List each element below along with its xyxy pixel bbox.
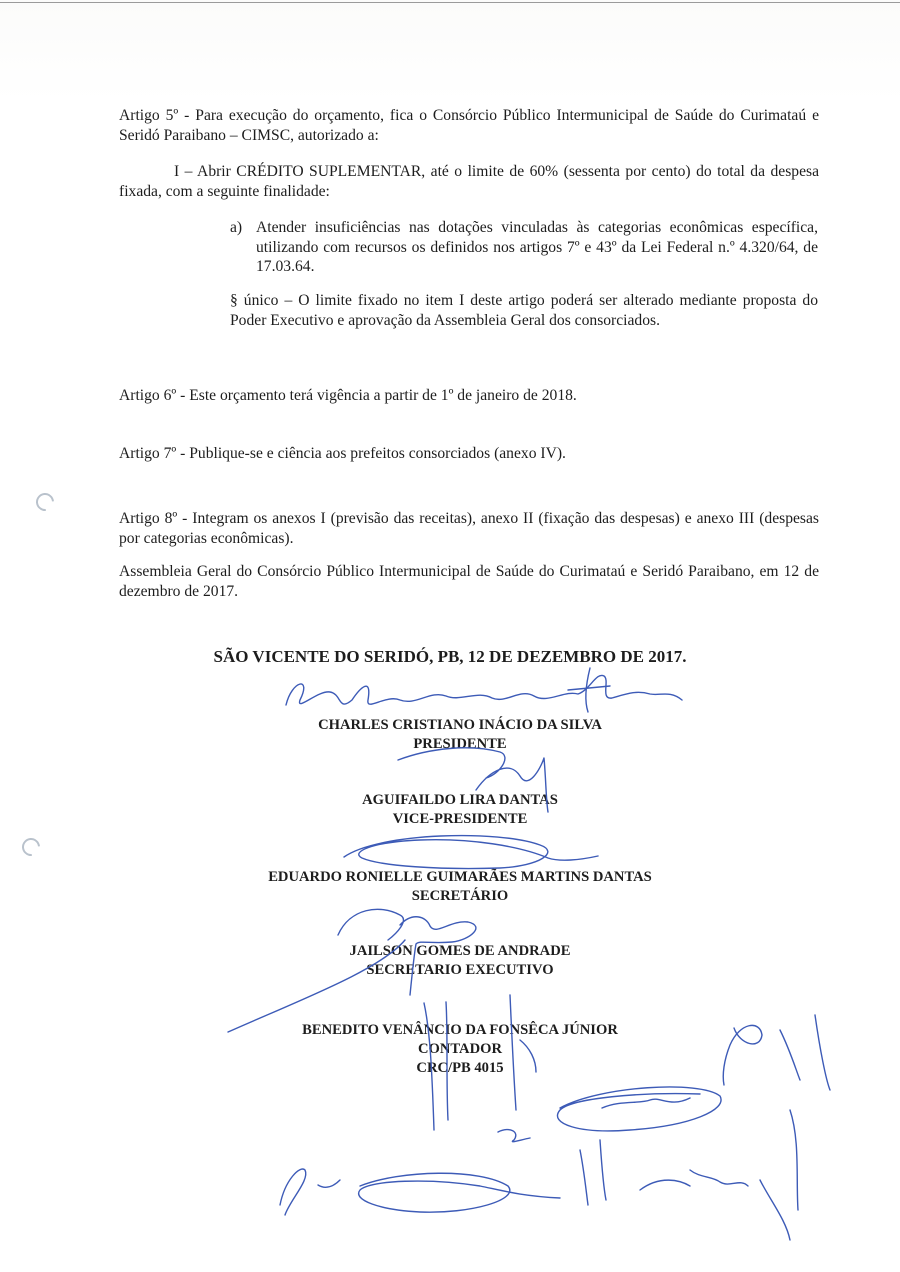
signature-oval [557, 1087, 721, 1131]
signatory-role: CONTADOR [417, 1041, 503, 1057]
signatory-name: EDUARDO RONIELLE GUIMARÃES MARTINS DANTAS [268, 869, 652, 885]
signatory-name: CHARLES CRISTIANO INÁCIO DA SILVA [318, 717, 602, 733]
signatory-name: JAILSON GOMES DE ANDRADE [349, 943, 571, 959]
signatory-name: BENEDITO VENÂNCIO DA FONSÊCA JÚNIOR [302, 1022, 618, 1038]
article-5-item-a [230, 218, 818, 277]
article-5-paragraph: § único – O limite fixado no item I deste artigo poderá ser alterado mediante proposta do Poder Executivo e aprovação da Assembleia Geral dos consorciados. [230, 292, 818, 329]
signatory-president [180, 716, 740, 754]
signature-secretary [344, 836, 598, 869]
punch-hole-mark [18, 834, 43, 859]
page-edge-line [0, 2, 900, 3]
item-a-text: Atender insuficiências nas dotações vinculadas às categorias econômicas específica, utilizando com recursos os definidos nos artigos 7º e 43º da Lei Federal n.º 4.320/64, de 17.03.64. [256, 219, 818, 275]
signatory-role: VICE-PRESIDENTE [392, 811, 528, 827]
signatory-executive-secretary [180, 942, 740, 980]
signatory-accountant [180, 1021, 740, 1078]
signature-bottom-oval [359, 1173, 560, 1212]
signature-president [286, 675, 682, 705]
signature-right-strokes [760, 1015, 830, 1240]
signature-bottom-middle [580, 1140, 748, 1205]
signatory-registration: CRC/PB 4015 [416, 1060, 504, 1076]
article-5: Artigo 5º - Para execução do orçamento, fica o Consórcio Público Intermunicipal de Saúde do Curimataú e Seridó Paraibano – CIMSC, autorizado a: [119, 107, 819, 144]
place-date-heading: SÃO VICENTE DO SERIDÓ, PB, 12 DE DEZEMBRO DE 2017. [213, 647, 687, 666]
signatory-vice-president [180, 791, 740, 829]
item-a-label: a) [230, 219, 243, 236]
closing-paragraph: Assembleia Geral do Consórcio Público Intermunicipal de Saúde do Curimataú e Seridó Paraibano, em 12 de dezembro de 2017. [119, 563, 819, 600]
punch-hole-mark [32, 489, 57, 514]
signatory-role: SECRETARIO EXECUTIVO [366, 962, 554, 978]
signatory-role: PRESIDENTE [413, 736, 507, 752]
article-6: Artigo 6º - Este orçamento terá vigência a partir de 1º de janeiro de 2018. [119, 387, 577, 404]
article-5-item-i: I – Abrir CRÉDITO SUPLEMENTAR, até o limite de 60% (sessenta por cento) do total da despesa fixada, com a seguinte finalidade: [119, 163, 819, 200]
article-8: Artigo 8º - Integram os anexos I (previsão das receitas), anexo II (fixação das despesas) e anexo III (despesas por categorias econômicas). [119, 510, 819, 547]
article-7: Artigo 7º - Publique-se e ciência aos prefeitos consorciados (anexo IV). [119, 445, 566, 462]
signatory-role: SECRETÁRIO [411, 888, 509, 904]
signatory-name: AGUIFAILDO LIRA DANTAS [362, 792, 558, 808]
signature-bottom-left [280, 1169, 340, 1215]
signatory-secretary [180, 868, 740, 906]
